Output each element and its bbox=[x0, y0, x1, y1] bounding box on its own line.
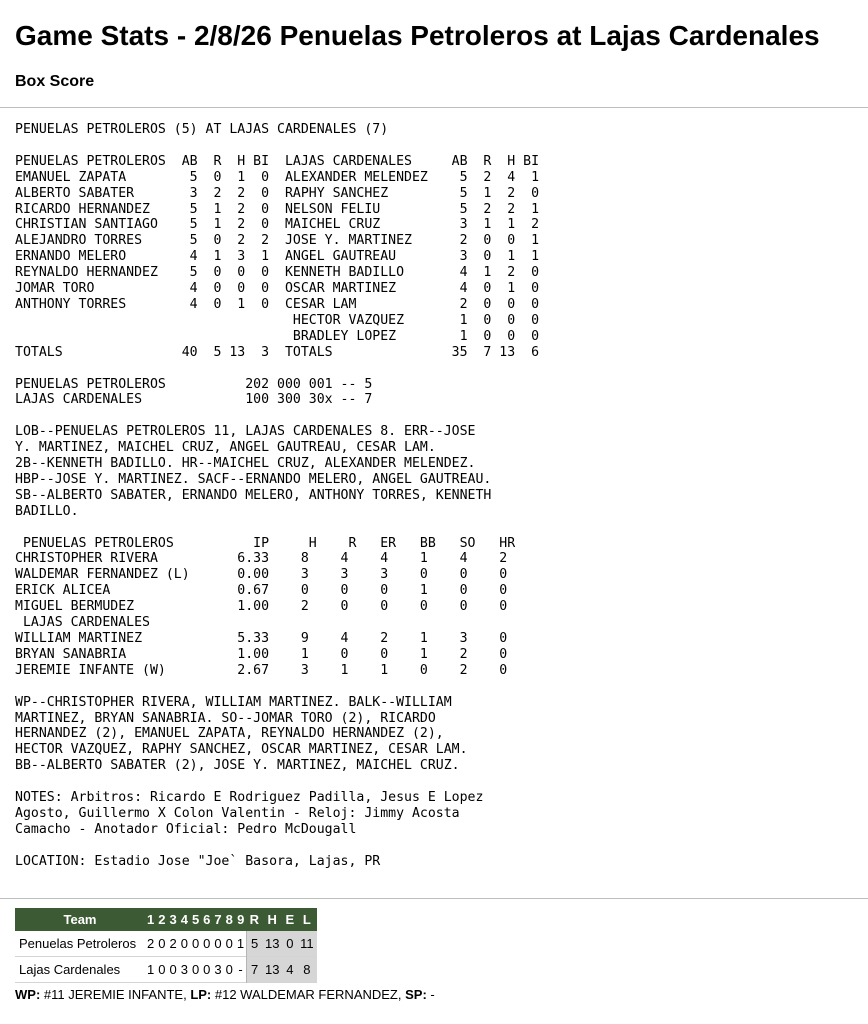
inning-header: 1 bbox=[145, 908, 156, 931]
lp-value: #12 WALDEMAR FERNANDEZ, bbox=[211, 987, 406, 1002]
lob-total: 11 bbox=[297, 931, 317, 957]
hits-total: 13 bbox=[262, 957, 282, 983]
team-name: Lajas Cardenales bbox=[19, 962, 121, 977]
lob-header: L bbox=[297, 908, 317, 931]
sp-value: - bbox=[426, 987, 435, 1002]
linescore-header-row bbox=[15, 908, 317, 931]
inning-header: 2 bbox=[156, 908, 167, 931]
inning-score: 3 bbox=[214, 962, 222, 977]
lp-label: LP: bbox=[190, 987, 212, 1002]
inning-header: 4 bbox=[179, 908, 190, 931]
inning-score: 0 bbox=[225, 936, 233, 951]
bottom-divider bbox=[0, 898, 868, 899]
inning-score: 0 bbox=[158, 962, 166, 977]
inning-header: 8 bbox=[224, 908, 235, 931]
pitcher-decisions bbox=[15, 987, 435, 1002]
wp-value: #11 JEREMIE INFANTE, bbox=[40, 987, 191, 1002]
lob-total: 8 bbox=[297, 957, 317, 983]
runs-total: 7 bbox=[247, 957, 262, 983]
inning-header: 3 bbox=[167, 908, 178, 931]
hits-total: 13 bbox=[262, 931, 282, 957]
wp-label: WP: bbox=[15, 987, 41, 1002]
inning-score: 2 bbox=[169, 936, 177, 951]
errors-total: 0 bbox=[282, 931, 297, 957]
inning-score: 2 bbox=[147, 936, 155, 951]
inning-header: 5 bbox=[190, 908, 201, 931]
inning-score: 1 bbox=[147, 962, 155, 977]
linescore-table bbox=[15, 908, 317, 983]
inning-score: 0 bbox=[225, 962, 233, 977]
sp-label: SP: bbox=[405, 987, 427, 1002]
inning-header: 9 bbox=[235, 908, 247, 931]
runs-header: R bbox=[247, 908, 262, 931]
page-title: Game Stats - 2/8/26 Penuelas Petroleros at Lajas Cardenales bbox=[15, 20, 820, 51]
inning-score: 0 bbox=[158, 936, 166, 951]
team-column-header: Team bbox=[15, 908, 145, 931]
linescore-row-home bbox=[15, 957, 317, 983]
inning-score: 3 bbox=[180, 962, 188, 977]
inning-score: 0 bbox=[180, 936, 188, 951]
inning-score: 0 bbox=[203, 936, 211, 951]
inning-score: 0 bbox=[169, 962, 177, 977]
hits-header: H bbox=[262, 908, 282, 931]
errors-header: E bbox=[282, 908, 297, 931]
inning-score: 0 bbox=[191, 962, 200, 977]
linescore-row-away bbox=[15, 931, 317, 957]
inning-score: 0 bbox=[203, 962, 211, 977]
team-name: Penuelas Petroleros bbox=[19, 936, 137, 951]
inning-score: - bbox=[238, 962, 243, 977]
inning-score: 0 bbox=[214, 936, 222, 951]
box-score-text: PENUELAS PETROLEROS (5) AT LAJAS CARDENALES (7) PENUELAS PETROLEROS AB R H BI LAJAS CARDENALES AB R H BI EMANUEL ZAPATA 5 0 1 0 ALEXANDER MELENDEZ 5 2 4 1 ALBERTO SABATER 3 2 2 0 RAPHY SANCHEZ 5 1 2 0 RICARDO HERNANDEZ 5 1 2 0 NELSON FELIU 5 2 2 1 CHRISTIAN SANTIAGO 5 1 2 0 MAICHEL CRUZ 3 1 1 2 ALEJANDRO TORRES 5 0 2 2 JOSE Y. MARTINEZ 2 0 0 1 ERNANDO MELERO 4 1 3 1 ANGEL GAUTREAU 3 0 1 1 REYNALDO HERNANDEZ 5 0 0 0 KENNETH BADILLO 4 1 2 0 JOMAR TORO 4 0 0 0 OSCAR MARTINEZ 4 0 1 0 ANTHONY TORRES 4 0 1 0 CESAR LAM 2 0 0 0 HECTOR VAZQUEZ 1 0 0 0 BRADLEY LOPEZ 1 0 0 0 TOTALS 40 5 13 3 TOTALS 35 7 13 6 PENUELAS PETROLEROS 202 000 001 -- 5 LAJAS CARDENALES 100 300 30x -- 7 LOB--PENUELAS PETROLEROS 11, LAJAS CARDENALES 8. ERR--JOSE Y. MARTINEZ, MAICHEL CRUZ, ANGEL GAUTREAU, CESAR LAM. 2B--KENNETH BADILLO. HR--MAICHEL CRUZ, ALEXANDER MELENDEZ. HBP--JOSE Y. MARTINEZ. SACF--ERNANDO MELERO, ANGEL GAUTREAU. SB--ALBERTO SABATER, ERNANDO MELERO, ANTHONY TORRES, KENNETH BADILLO. PENUELAS PETROLEROS IP H R ER BB SO HR CHRISTOPHER RIVERA 6.33 8 4 4 1 4 2 WALDEMAR FERNANDEZ (L) 0.00 3 3 3 0 0 0 ERICK ALICEA 0.67 0 0 0 1 0 0 MIGUEL BERMUDEZ 1.00 2 0 0 0 0 0 LAJAS CARDENALES WILLIAM MARTINEZ 5.33 9 4 2 1 3 0 BRYAN SANABRIA 1.00 1 0 0 1 2 0 JEREMIE INFANTE (W) 2.67 3 1 1 0 2 0 WP--CHRISTOPHER RIVERA, WILLIAM MARTINEZ. BALK--WILLIAM MARTINEZ, BRYAN SANABRIA. SO--JOMAR TORO (2), RICARDO HERNANDEZ (2), EMANUEL ZAPATA, REYNALDO HERNANDEZ (2), HECTOR VAZQUEZ, RAPHY SANCHEZ, OSCAR MARTINEZ, CESAR LAM. BB--ALBERTO SABATER (2), JOSE Y. MARTINEZ, MAICHEL CRUZ. NOTES: Arbitros: Ricardo E Rodriguez Padilla, Jesus E Lopez Agosto, Guillermo X Colon Valentin - Reloj: Jimmy Acosta Camacho - Anotador Oficial: Pedro McDougall LOCATION: Estadio Jose "Joe` Basora, Lajas, PR bbox=[15, 122, 540, 869]
inning-header: 6 bbox=[201, 908, 212, 931]
top-divider bbox=[0, 107, 868, 108]
inning-score: 0 bbox=[191, 936, 200, 951]
errors-total: 4 bbox=[282, 957, 297, 983]
inning-header: 7 bbox=[212, 908, 223, 931]
runs-total: 5 bbox=[247, 931, 262, 957]
box-score-heading: Box Score bbox=[15, 73, 95, 90]
inning-score: 1 bbox=[236, 936, 245, 951]
